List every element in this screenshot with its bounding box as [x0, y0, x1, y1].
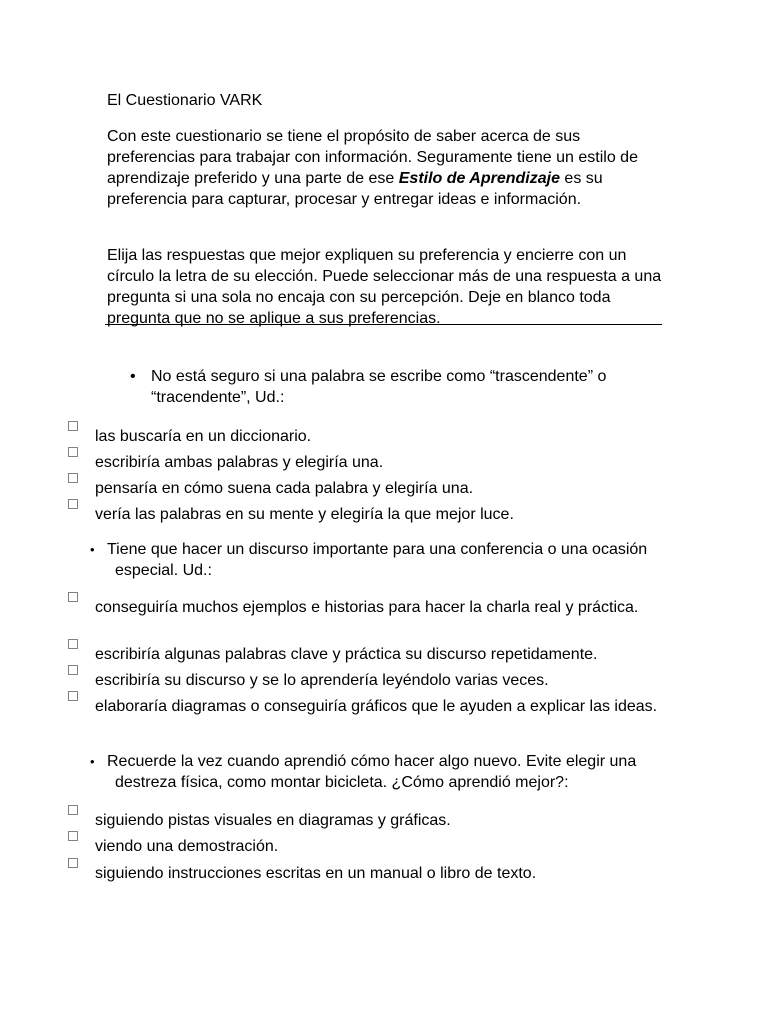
- bullet-icon: •: [130, 368, 136, 385]
- option-text: vería las palabras en su mente y elegiría la que mejor luce.: [95, 506, 514, 523]
- intro-paragraph: [107, 126, 667, 210]
- intro-text-part2: es su preferencia para capturar, procesar y entregar ideas e información.: [107, 170, 603, 208]
- document-title: El Cuestionario VARK: [107, 92, 263, 109]
- option-text: siguiendo instrucciones escritas en un manual o libro de texto.: [95, 865, 537, 882]
- option-text: pensaría en cómo suena cada palabra y elegiría una.: [95, 480, 474, 497]
- option-text: viendo una demostración.: [95, 838, 279, 855]
- option-text: escribiría su discurso y se lo aprendería leyéndolo varias veces.: [95, 672, 549, 689]
- checkbox-icon[interactable]: [68, 421, 78, 431]
- checkbox-icon[interactable]: [68, 691, 78, 701]
- checkbox-icon[interactable]: [68, 805, 78, 815]
- checkbox-icon[interactable]: [68, 447, 78, 457]
- option-text: elaboraría diagramas o conseguiría gráficos que le ayuden a explicar las ideas.: [95, 698, 658, 715]
- bullet-icon: •: [90, 754, 95, 769]
- checkbox-icon[interactable]: [68, 639, 78, 649]
- question-text: Tiene que hacer un discurso importante para una conferencia o una ocasión especial. Ud.:: [107, 541, 648, 579]
- question-text: No está seguro si una palabra se escribe como “trascendente” o “tracendente”, Ud.:: [151, 368, 607, 406]
- checkbox-icon[interactable]: [68, 473, 78, 483]
- option-text: escribiría ambas palabras y elegiría una.: [95, 454, 384, 471]
- intro-text-part1: Con este cuestionario se tiene el propósito de saber acerca de sus preferencias para trabajar con información. Seguramente tiene un estilo de aprendizaje preferido y una parte de ese: [107, 128, 638, 187]
- instructions-paragraph: Elija las respuestas que mejor expliquen su preferencia y encierre con un círculo la letra de su elección. Puede seleccionar más de una respuesta a una pregunta si una sola no encaja con su percepción. Deje en blanco toda pregunta que no se aplique a sus preferencias.: [107, 247, 662, 327]
- bullet-icon: •: [90, 542, 95, 557]
- option-text: escribiría algunas palabras clave y práctica su discurso repetidamente.: [95, 646, 598, 663]
- checkbox-icon[interactable]: [68, 858, 78, 868]
- checkbox-icon[interactable]: [68, 499, 78, 509]
- checkbox-icon[interactable]: [68, 592, 78, 602]
- option-text: las buscaría en un diccionario.: [95, 428, 312, 445]
- checkbox-icon[interactable]: [68, 665, 78, 675]
- intro-emphasis: Estilo de Aprendizaje: [398, 170, 560, 187]
- instructions-underline: [105, 324, 662, 325]
- checkbox-icon[interactable]: [68, 831, 78, 841]
- option-text: conseguiría muchos ejemplos e historias para hacer la charla real y práctica.: [95, 599, 639, 616]
- option-text: siguiendo pistas visuales en diagramas y gráficas.: [95, 812, 451, 829]
- question-text: Recuerde la vez cuando aprendió cómo hacer algo nuevo. Evite elegir una destreza física, como montar bicicleta. ¿Cómo aprendió mejor?:: [107, 753, 637, 791]
